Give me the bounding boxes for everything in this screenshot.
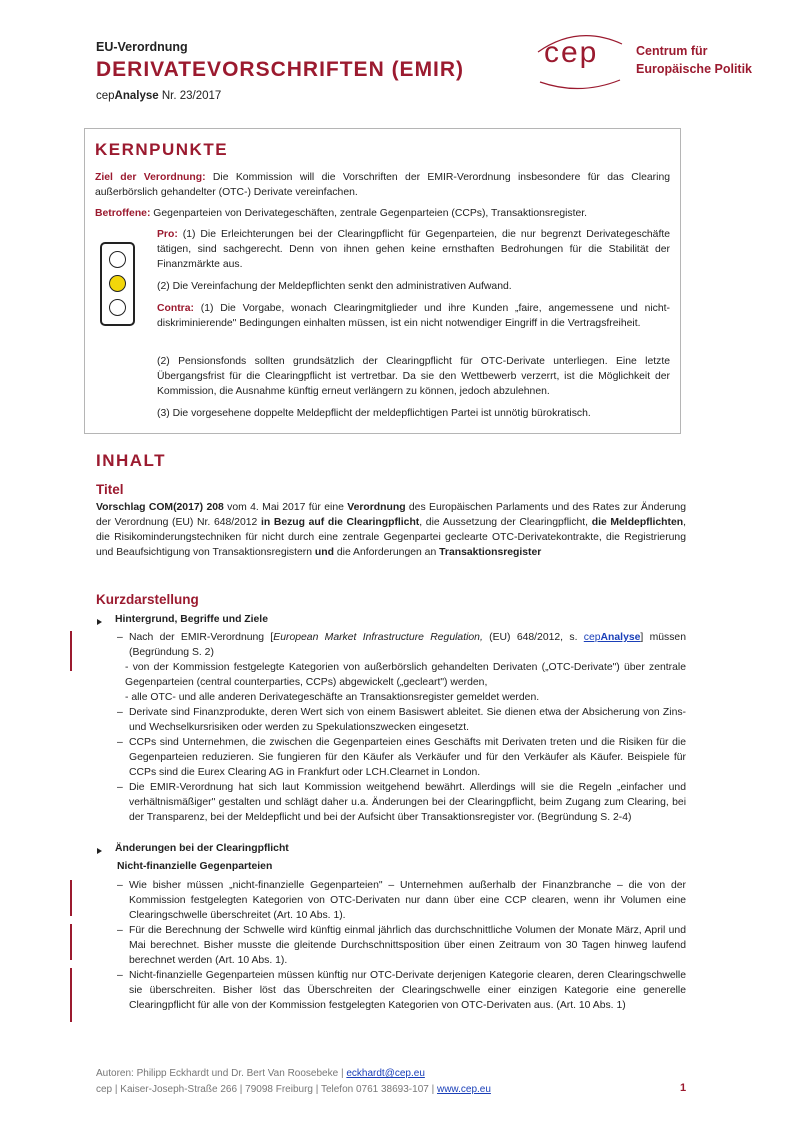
list-item: Nicht-finanzielle Gegenparteien müssen künftig nur OTC-Derivate derjenigen Kategorie clearen, deren Clearingschwelle sie überschreiten. Bisher löst das Überschreiten der Clearingschwelle einer einzigen Kategorie eine generelle Clearingpflicht für alle von der Kommission festgelegten Kategorien von OTC-Derivaten aus. (Art. 10 Abs. 1)	[129, 970, 686, 1011]
analyse-word: Analyse	[114, 90, 159, 102]
document-title: DERIVATEVORSCHRIFTEN (EMIR)	[96, 58, 465, 81]
titel-heading: Titel	[96, 482, 124, 497]
traffic-light-amber-on	[109, 275, 126, 292]
bullet-triangle-icon	[97, 848, 102, 854]
change-bar	[70, 968, 72, 1022]
titel-part-j: die Anforderungen an	[333, 547, 440, 558]
dash-marker: –	[117, 782, 123, 793]
titel-part-a: Vorschlag COM(2017) 208	[96, 502, 224, 513]
dash-marker: –	[117, 925, 123, 936]
titel-part-e: in Bezug auf die Clearingpflicht	[260, 517, 420, 528]
footer-authors	[96, 1066, 491, 1082]
regulation-type: EU-Verordnung	[96, 40, 188, 54]
org-line-2: Europäische Politik	[636, 62, 753, 76]
item-text: Nach der EMIR-Verordnung [	[129, 632, 274, 643]
address-text: cep | Kaiser-Joseph-Straße 266 | 79098 Freiburg | Telefon 0761 38693-107 |	[96, 1084, 437, 1095]
logo-wordmark: cep	[544, 36, 599, 69]
kurzdarstellung-heading: Kurzdarstellung	[96, 592, 199, 607]
item-text: ] müssen (Begründung S. 2)	[129, 632, 686, 658]
titel-part-g: die Meldepflichten	[591, 517, 684, 528]
titel-part-i: und	[314, 547, 334, 558]
contra-paragraph-2: (2) Pensionsfonds sollten grundsätzlich der Clearingpflicht für OTC-Derivate unterliegen. Eine letzte Übergangsfrist für die Clearingpflicht ist vertretbar. Da sie den Wettbewerb verzerrt, ist die Möglichkeit der Kommission, die Ausnahme künftig erneut verlängern zu können, jedoch abzulehnen.	[157, 356, 670, 397]
ziel-label: Ziel der Verordnung:	[95, 172, 206, 183]
list-item: Derivate sind Finanzprodukte, deren Wert sich von einem Basiswert ableitet. Sie dienen etwa der Absicherung von Zins- und Wechselkursrisiken oder werden zu Spekulationszwecken eingesetzt.	[129, 707, 686, 733]
kernpunkte-heading: KERNPUNKTE	[95, 140, 229, 159]
pro-text-1: (1) Die Erleichterungen bei der Clearingpflicht für Gegenparteien, die nur begrenzt Derivategeschäfte tätigen, sind sachgerecht. Denn von ihnen gehen keine ernsthaften Bedrohungen für die Stabilität der Finanzmärkte aus.	[157, 229, 670, 270]
dash-marker: –	[117, 880, 123, 891]
org-line-1: Centrum für	[636, 44, 708, 58]
item-text: (EU) 648/2012, s.	[482, 632, 584, 643]
organisation-name	[636, 42, 752, 78]
titel-part-f: , die Aussetzung der Clearingpflicht,	[419, 517, 592, 528]
sub-item: - von der Kommission festgelegte Kategorien von außerbörslich gehandelten Derivaten („OTC-Derivate") über zentrale Gegenparteien (central counterparties, CCPs) abgewickelt („gecleart") werden,	[125, 662, 686, 688]
link-analyse[interactable]: Analyse	[600, 632, 641, 643]
cep-logo	[530, 30, 770, 92]
contra-paragraph-3: (3) Die vorgesehene doppelte Meldepflicht der meldepflichtigen Partei ist unnötig bürokratisch.	[157, 408, 591, 419]
analyse-number	[96, 90, 221, 102]
change-bar	[70, 880, 72, 916]
footer-address	[96, 1082, 491, 1098]
pro-paragraph-2: (2) Die Vereinfachung der Meldepflichten senkt den administrativen Aufwand.	[157, 281, 512, 292]
bullet-triangle-icon	[97, 619, 102, 625]
contra-text-1: (1) Die Vorgabe, wonach Clearingmitglieder und ihre Kunden „faire, angemessene und nicht-diskriminierende" Bedingungen einhalten müssen, ist ein nicht notwendiger Eingriff in die Vertragsfreiheit.	[157, 303, 670, 329]
kernpunkte-box	[84, 128, 681, 434]
betroffene-label: Betroffene:	[95, 208, 151, 219]
bullet-heading-aenderungen: Änderungen bei der Clearingpflicht	[115, 843, 289, 854]
link-cep[interactable]: cep	[583, 632, 601, 643]
betroffene-paragraph	[95, 206, 670, 221]
pro-label: Pro:	[157, 229, 178, 240]
change-bar	[70, 631, 72, 671]
sub-item: - alle OTC- und alle anderen Derivategeschäfte an Transaktionsregister gemeldet werden.	[125, 692, 540, 703]
sub-heading-nicht-finanzielle: Nicht-finanzielle Gegenparteien	[117, 861, 273, 872]
list-item	[129, 630, 686, 660]
traffic-light-icon	[100, 242, 135, 326]
dash-marker: –	[117, 970, 123, 981]
pro-paragraph-1	[157, 227, 670, 272]
list-item: Die EMIR-Verordnung hat sich laut Kommission weitgehend bewährt. Allerdings will sie die Regeln „einfacher und verhältnismäßiger" gestalten und schlägt daher u.a. Änderungen bei der Clearingpflicht, beim Zugang zum Clearing, bei der Transparenz, bei der Meldepflicht und bei der Aufsicht über Transaktionsregister vor. (Begründung S. 2-4)	[129, 782, 686, 823]
dash-marker: –	[117, 737, 123, 748]
website-link[interactable]: www.cep.eu	[436, 1084, 491, 1095]
titel-part-d: des Europäischen Parlaments und des Rates zur Änderung der Verordnung (EU) Nr. 648/2012	[96, 502, 686, 528]
list-item: Für die Berechnung der Schwelle wird künftig einmal jährlich das durchschnittliche Volumen der Monate März, April und Mai berechnet. Bisher musste die gleitende Durchschnittsposition über einen Zeitraum von 30 Tagen hinweg laufend berechnet werden (Art. 10 Abs. 1).	[129, 925, 686, 966]
betroffene-text: Gegenparteien von Derivategeschäften, zentrale Gegenparteien (CCPs), Transaktionsregister.	[150, 208, 588, 219]
list-item: CCPs sind Unternehmen, die zwischen die Gegenparteien eines Geschäfts mit Derivaten treten und die Risiken für die Gegenparteien reduzieren. Sie fungieren für den Käufer als Verkäufer und für den Verkäufer als Käufer. Beispiele für CCPs sind die Eurex Clearing AG in Frankfurt oder LCH.Clearnet in London.	[129, 737, 686, 778]
item-italic: European Market Infrastructure Regulation,	[273, 632, 483, 643]
page-number: 1	[680, 1082, 687, 1094]
titel-part-b: vom 4. Mai 2017 für eine	[223, 502, 348, 513]
bullet-heading-hintergrund: Hintergrund, Begriffe und Ziele	[115, 614, 268, 625]
change-bar	[70, 924, 72, 960]
list-item: Wie bisher müssen „nicht-finanzielle Gegenparteien" – Unternehmen außerhalb der Finanzbranche – die von der Kommission festgelegten Kategorien von OTC-Derivaten nur dann über eine CCP clearen, wenn ihr Volumen eine Clearingschwelle überschreitet (Art. 10 Abs. 1).	[129, 880, 686, 921]
dash-marker: –	[117, 707, 123, 718]
titel-part-c: Verordnung	[347, 502, 406, 513]
titel-part-h: , die Risikominderungstechniken für nicht durch eine zentrale Gegenpartei geclearte OTC-Derivatekontrakte, die Registrierung und Beaufsichtigung von Transaktionsregistern	[96, 517, 687, 558]
analyse-issue: Nr. 23/2017	[158, 90, 222, 102]
ziel-text: Die Kommission will die Vorschriften der EMIR-Verordnung insbesondere für das Clearing außerbörslich gehandelter (OTC-) Derivate vereinfachen.	[95, 172, 670, 198]
cep-analyse-link[interactable]	[584, 632, 641, 643]
dash-marker: –	[117, 632, 123, 643]
traffic-light-green-off	[109, 299, 126, 316]
titel-part-k: Transaktionsregister	[439, 547, 542, 558]
contra-paragraph-1	[157, 301, 670, 331]
inhalt-heading: INHALT	[96, 451, 167, 470]
analyse-prefix: cep	[96, 90, 115, 102]
ziel-paragraph	[95, 170, 670, 200]
authors-text: Autoren: Philipp Eckhardt und Dr. Bert Van Roosebeke |	[96, 1068, 347, 1079]
titel-paragraph	[96, 500, 686, 560]
contra-label: Contra:	[157, 303, 194, 314]
footer	[96, 1066, 491, 1098]
traffic-light-red-off	[109, 251, 126, 268]
author-email-link[interactable]: eckhardt@cep.eu	[346, 1068, 425, 1079]
